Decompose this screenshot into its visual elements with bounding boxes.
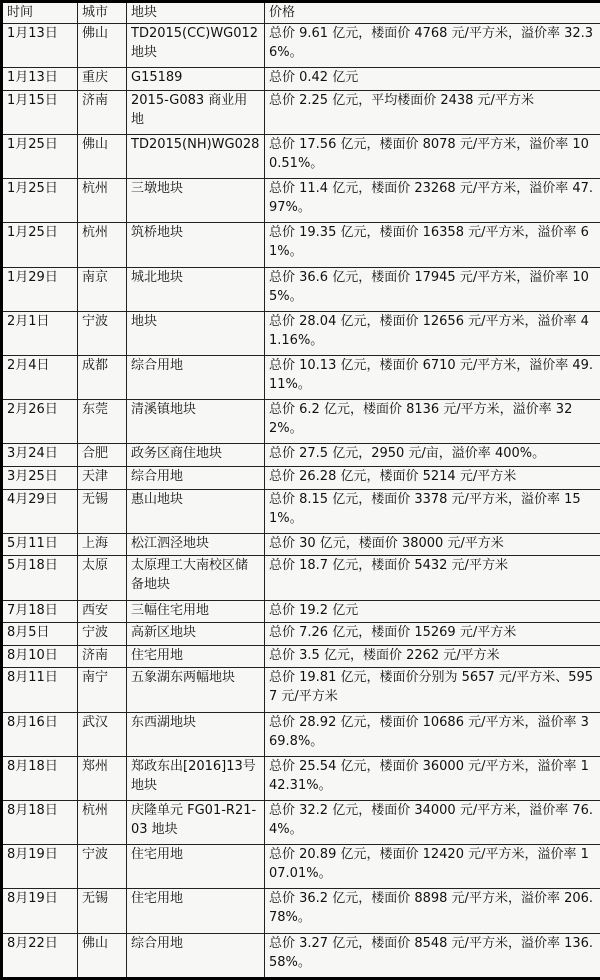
city-cell: 杭州 <box>78 801 127 845</box>
date-cell: 1月25日 <box>2 179 78 223</box>
plot-cell: G15189 <box>127 68 265 91</box>
city-cell: 佛山 <box>78 24 127 68</box>
plot-cell: 郑政东出[2016]13号地块 <box>127 756 265 800</box>
date-cell: 8月19日 <box>2 889 78 933</box>
date-cell: 2月4日 <box>2 355 78 399</box>
table-row <box>2 466 600 489</box>
table-row <box>2 756 600 800</box>
date-cell: 8月22日 <box>2 933 78 978</box>
city-cell: 济南 <box>78 90 127 134</box>
plot-cell: 松江泗泾地块 <box>127 533 265 556</box>
date-cell: 2月1日 <box>2 311 78 355</box>
city-cell: 太原 <box>78 556 127 600</box>
price-cell: 总价 0.42 亿元 <box>265 68 600 91</box>
table-row <box>2 68 600 91</box>
plot-cell: 三墩地块 <box>127 179 265 223</box>
table-row <box>2 712 600 756</box>
plot-cell: 高新区地块 <box>127 623 265 646</box>
price-cell: 总价 28.04 亿元，楼面价 12656 元/平方米，溢价率 41.16%。 <box>265 311 600 355</box>
date-cell: 1月29日 <box>2 267 78 311</box>
table-row <box>2 845 600 889</box>
price-cell: 总价 3.27 亿元，楼面价 8548 元/平方米，溢价率 136.58%。 <box>265 933 600 978</box>
city-cell: 宁波 <box>78 311 127 355</box>
header-city: 城市 <box>78 2 127 24</box>
date-cell: 1月15日 <box>2 90 78 134</box>
table-row <box>2 533 600 556</box>
price-cell: 总价 2.25 亿元，平均楼面价 2438 元/平方米 <box>265 90 600 134</box>
plot-cell: 惠山地块 <box>127 489 265 533</box>
date-cell: 8月11日 <box>2 668 78 712</box>
plot-cell: 太原理工大南校区储备地块 <box>127 556 265 600</box>
city-cell: 宁波 <box>78 623 127 646</box>
city-cell: 西安 <box>78 600 127 623</box>
table-row <box>2 223 600 267</box>
city-cell: 重庆 <box>78 68 127 91</box>
date-cell: 3月24日 <box>2 444 78 467</box>
table-row <box>2 668 600 712</box>
price-cell: 总价 19.35 亿元，楼面价 16358 元/平方米，溢价率 61%。 <box>265 223 600 267</box>
table-row <box>2 645 600 668</box>
date-cell: 4月29日 <box>2 489 78 533</box>
city-cell: 无锡 <box>78 489 127 533</box>
price-cell: 总价 20.89 亿元，楼面价 12420 元/平方米，溢价率 107.01%。 <box>265 845 600 889</box>
date-cell: 2月26日 <box>2 400 78 444</box>
date-cell: 1月13日 <box>2 24 78 68</box>
plot-cell: 2015-G083 商业用地 <box>127 90 265 134</box>
header-plot: 地块 <box>127 2 265 24</box>
date-cell: 5月11日 <box>2 533 78 556</box>
city-cell: 济南 <box>78 645 127 668</box>
price-cell: 总价 3.5 亿元，楼面价 2262 元/平方米 <box>265 645 600 668</box>
plot-cell: 庆隆单元 FG01-R21-03 地块 <box>127 801 265 845</box>
table-row <box>2 135 600 179</box>
city-cell: 成都 <box>78 355 127 399</box>
price-cell: 总价 26.28 亿元，楼面价 5214 元/平方米 <box>265 466 600 489</box>
table-row <box>2 311 600 355</box>
price-cell: 总价 19.81 亿元，楼面价分别为 5657 元/平方米、5957 元/平方米 <box>265 668 600 712</box>
price-cell: 总价 32.2 亿元，楼面价 34000 元/平方米，溢价率 76.4%。 <box>265 801 600 845</box>
plot-cell: 三幅住宅用地 <box>127 600 265 623</box>
city-cell: 佛山 <box>78 135 127 179</box>
city-cell: 天津 <box>78 466 127 489</box>
price-cell: 总价 25.54 亿元，楼面价 36000 元/平方米，溢价率 142.31%。 <box>265 756 600 800</box>
price-cell: 总价 11.4 亿元，楼面价 23268 元/平方米，溢价率 47.97%。 <box>265 179 600 223</box>
price-cell: 总价 8.15 亿元，楼面价 3378 元/平方米，溢价率 151%。 <box>265 489 600 533</box>
city-cell: 无锡 <box>78 889 127 933</box>
table-row <box>2 600 600 623</box>
price-cell: 总价 30 亿元，楼面价 38000 元/平方米 <box>265 533 600 556</box>
table-row <box>2 355 600 399</box>
plot-cell: 综合用地 <box>127 355 265 399</box>
city-cell: 上海 <box>78 533 127 556</box>
table-row <box>2 801 600 845</box>
price-cell: 总价 36.2 亿元，楼面价 8898 元/平方米，溢价率 206.78%。 <box>265 889 600 933</box>
price-cell: 总价 19.2 亿元 <box>265 600 600 623</box>
plot-cell: 住宅用地 <box>127 645 265 668</box>
table-row <box>2 556 600 600</box>
date-cell: 1月25日 <box>2 135 78 179</box>
price-cell: 总价 36.6 亿元，楼面价 17945 元/平方米，溢价率 105%。 <box>265 267 600 311</box>
price-cell: 总价 27.5 亿元，2950 元/亩，溢价率 400%。 <box>265 444 600 467</box>
table-row <box>2 179 600 223</box>
header-row <box>2 2 600 24</box>
table-row <box>2 267 600 311</box>
plot-cell: 住宅用地 <box>127 889 265 933</box>
plot-cell: 东西湖地块 <box>127 712 265 756</box>
header-price: 价格 <box>265 2 600 24</box>
city-cell: 佛山 <box>78 933 127 978</box>
price-cell: 总价 17.56 亿元，楼面价 8078 元/平方米，溢价率 100.51%。 <box>265 135 600 179</box>
plot-cell: 城北地块 <box>127 267 265 311</box>
price-cell: 总价 28.92 亿元，楼面价 10686 元/平方米，溢价率 369.8%。 <box>265 712 600 756</box>
date-cell: 8月18日 <box>2 801 78 845</box>
price-cell: 总价 9.61 亿元，楼面价 4768 元/平方米，溢价率 32.36%。 <box>265 24 600 68</box>
plot-cell: 住宅用地 <box>127 845 265 889</box>
table-row <box>2 933 600 978</box>
city-cell: 东莞 <box>78 400 127 444</box>
plot-cell: 政务区商住地块 <box>127 444 265 467</box>
table-row <box>2 444 600 467</box>
city-cell: 杭州 <box>78 179 127 223</box>
city-cell: 宁波 <box>78 845 127 889</box>
date-cell: 8月10日 <box>2 645 78 668</box>
city-cell: 武汉 <box>78 712 127 756</box>
price-cell: 总价 10.13 亿元，楼面价 6710 元/平方米，溢价率 49.11%。 <box>265 355 600 399</box>
city-cell: 合肥 <box>78 444 127 467</box>
date-cell: 5月18日 <box>2 556 78 600</box>
city-cell: 南京 <box>78 267 127 311</box>
city-cell: 杭州 <box>78 223 127 267</box>
date-cell: 8月5日 <box>2 623 78 646</box>
date-cell: 1月13日 <box>2 68 78 91</box>
price-cell: 总价 7.26 亿元，楼面价 15269 元/平方米 <box>265 623 600 646</box>
city-cell: 郑州 <box>78 756 127 800</box>
header-date: 时间 <box>2 2 78 24</box>
plot-cell: TD2015(NH)WG028 <box>127 135 265 179</box>
table-row <box>2 889 600 933</box>
date-cell: 7月18日 <box>2 600 78 623</box>
price-cell: 总价 6.2 亿元，楼面价 8136 元/平方米，溢价率 322%。 <box>265 400 600 444</box>
table-row <box>2 623 600 646</box>
price-cell: 总价 18.7 亿元，楼面价 5432 元/平方米 <box>265 556 600 600</box>
table-row <box>2 90 600 134</box>
plot-cell: 地块 <box>127 311 265 355</box>
date-cell: 1月25日 <box>2 223 78 267</box>
table-row <box>2 24 600 68</box>
plot-cell: 筑桥地块 <box>127 223 265 267</box>
table-row <box>2 400 600 444</box>
plot-cell: 清溪镇地块 <box>127 400 265 444</box>
date-cell: 8月18日 <box>2 756 78 800</box>
date-cell: 8月19日 <box>2 845 78 889</box>
city-cell: 南宁 <box>78 668 127 712</box>
date-cell: 8月16日 <box>2 712 78 756</box>
date-cell: 3月25日 <box>2 466 78 489</box>
plot-cell: 五象湖东两幅地块 <box>127 668 265 712</box>
plot-cell: 综合用地 <box>127 466 265 489</box>
plot-cell: TD2015(CC)WG012地块 <box>127 24 265 68</box>
table-row <box>2 489 600 533</box>
plot-cell: 综合用地 <box>127 933 265 978</box>
